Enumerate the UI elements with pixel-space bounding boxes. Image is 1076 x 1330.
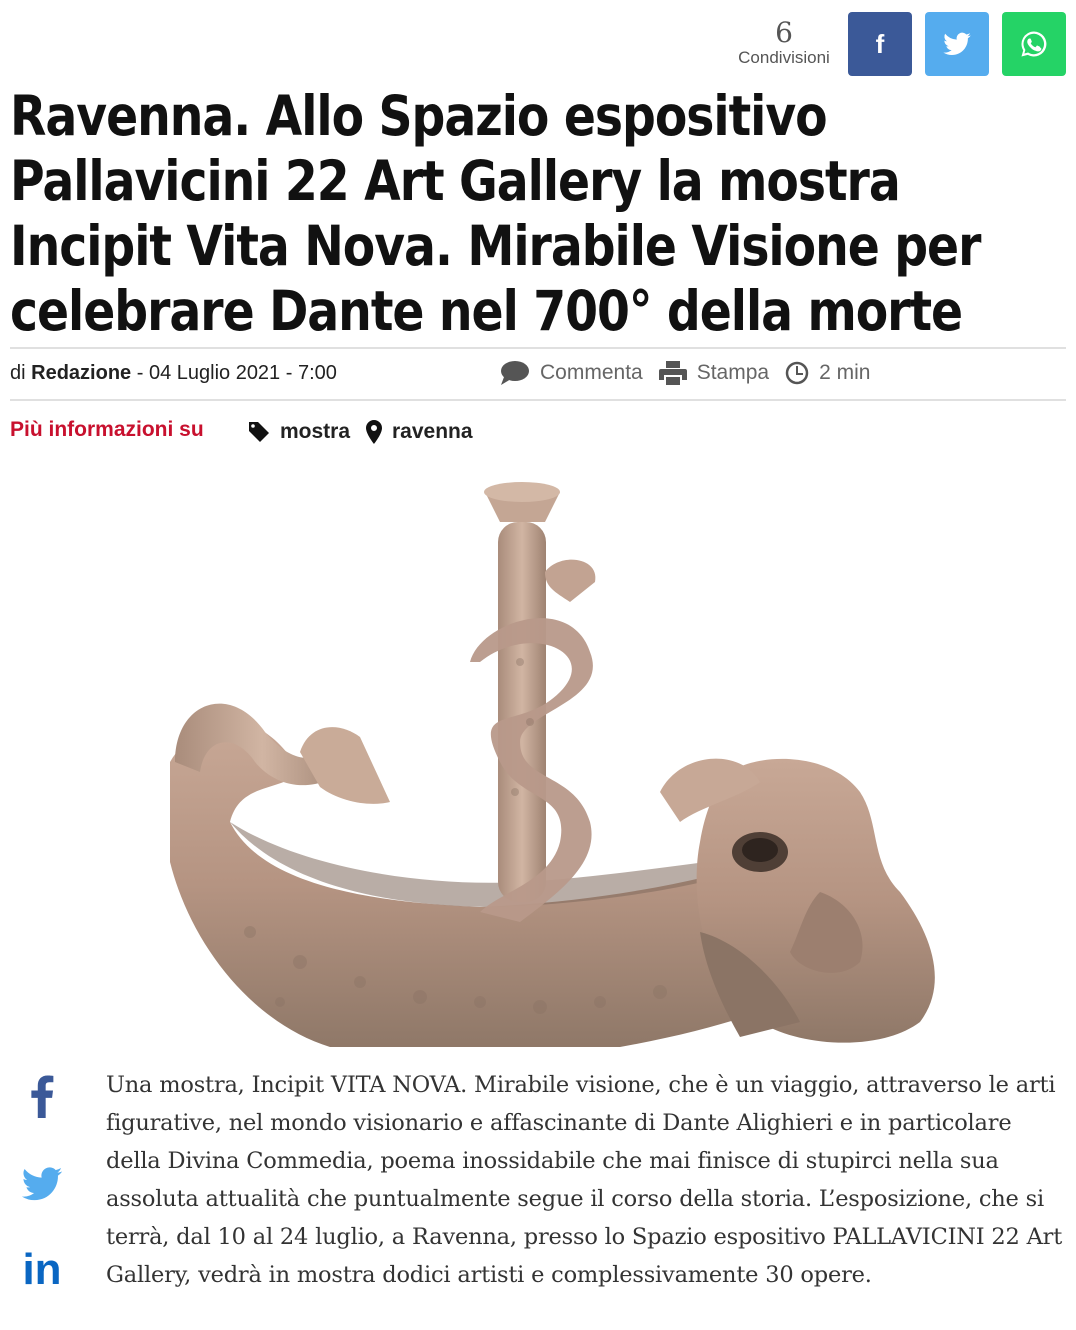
facebook-share-button[interactable] — [848, 12, 912, 76]
article-byline — [10, 362, 337, 385]
facebook-icon: f — [875, 28, 885, 59]
more-info-label: Più informazioni su — [10, 418, 204, 441]
side-twitter-share-button[interactable] — [18, 1160, 66, 1208]
tag-icon — [248, 421, 270, 443]
byline-prefix: di — [10, 362, 26, 384]
side-facebook-share-button[interactable] — [18, 1072, 66, 1120]
facebook-icon — [20, 1074, 64, 1118]
author-link[interactable]: Redazione — [31, 362, 132, 384]
share-counter — [726, 18, 842, 68]
divider-bottom — [10, 399, 1066, 401]
sculpture-illustration — [0, 462, 1076, 1052]
read-time-label: 2 min — [819, 361, 871, 384]
article-headline: Ravenna. Allo Spazio espositivo Pallavicini 22 Art Gallery la mostra Incipit Vita Nova. Mirabile Visione per celebrare Dante nel 700° della morte — [10, 84, 981, 343]
article-hero-image — [0, 462, 1076, 1052]
tag-mostra[interactable] — [248, 420, 350, 444]
print-icon — [659, 360, 687, 386]
comment-button[interactable] — [500, 360, 643, 386]
article-body: Una mostra, Incipit VITA NOVA. Mirabile visione, che è un viaggio, attraverso le arti figurative, nel mondo visionario e affascinante di Dante Alighieri e in particolare della Divina Commedia, poema inossidabile che mai finisce di stupirci nella sua assoluta attualità che puntualmente segue il corso della storia. L’esposizione, che si terrà, dal 10 al 24 luglio, a Ravenna, presso lo Spazio espositivo PALLAVICINI 22 Art Gallery, vedrà in mostra dodici artisti e complessivamente 30 opere. — [106, 1072, 1063, 1288]
whatsapp-icon — [1019, 29, 1049, 59]
twitter-icon — [942, 29, 972, 59]
twitter-share-button[interactable] — [925, 12, 989, 76]
share-count-number: 6 — [775, 16, 793, 49]
divider-top — [10, 347, 1066, 349]
linkedin-icon: in — [22, 1245, 62, 1294]
print-label: Stampa — [696, 361, 770, 384]
location-pin-icon — [366, 420, 382, 444]
article-actions — [500, 360, 886, 386]
tag-label: mostra — [280, 420, 351, 443]
read-time — [785, 361, 870, 385]
side-linkedin-share-button[interactable] — [18, 1246, 66, 1294]
publish-date: - 04 Luglio 2021 - 7:00 — [136, 362, 337, 384]
comment-icon — [500, 360, 530, 386]
share-count-label: Condivisioni — [738, 48, 830, 67]
print-button[interactable] — [659, 360, 769, 386]
clock-icon — [785, 361, 809, 385]
whatsapp-share-button[interactable] — [1002, 12, 1066, 76]
tag-label: ravenna — [392, 420, 473, 443]
tag-ravenna[interactable] — [366, 420, 473, 444]
twitter-icon — [20, 1162, 64, 1206]
comment-label: Commenta — [540, 361, 643, 384]
